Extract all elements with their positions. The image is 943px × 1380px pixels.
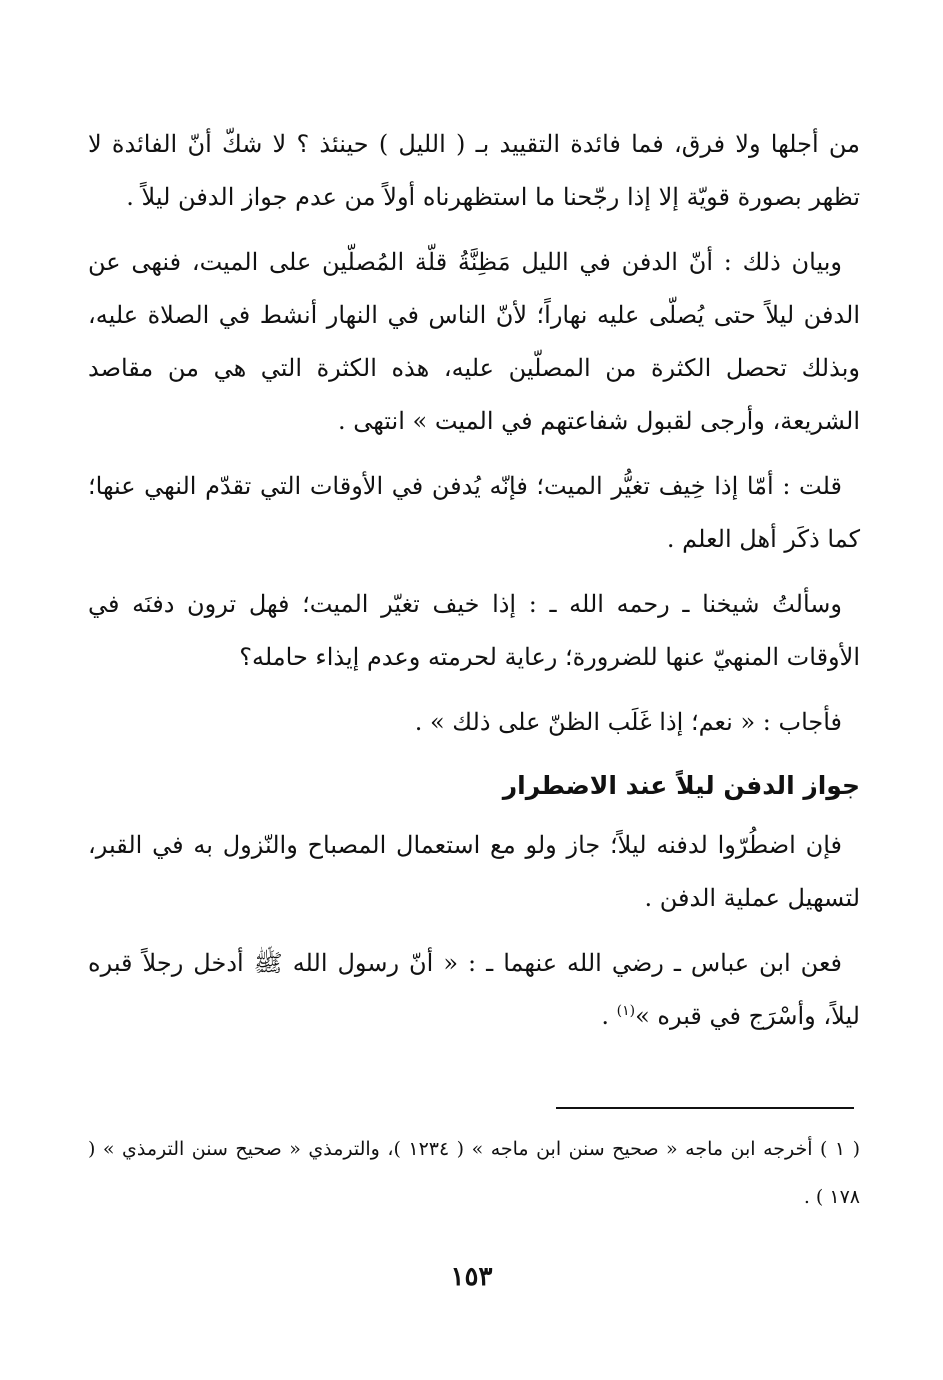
section-heading: جواز الدفن ليلاً عند الاضطرار — [502, 771, 860, 800]
paragraph-7-text: فعن ابن عباس ـ رضي الله عنهما ـ : « أنّ رسول الله ﷺ أدخل رجلاً قبره ليلاً، وأسْرَج في قبره » — [88, 949, 860, 1030]
paragraph-1: من أجلها ولا فرق، فما فائدة التقييد بـ ( الليل ) حينئذ ؟ لا شكّ أنّ الفائدة لا تظهر بصورة قويّة إلا إذا رجّحنا ما استظهرناه أولاً من عدم جواز الدفن ليلاً . — [88, 130, 860, 211]
paragraph-5: فأجاب : « نعم؛ إذا غَلَب الظنّ على ذلك » . — [414, 708, 842, 736]
paragraph-7-end: . — [601, 1002, 617, 1030]
paragraph-7 — [88, 937, 860, 1043]
footnote-1: ( ١ ) أخرجه ابن ماجه « صحيح سنن ابن ماجه » ( ١٢٣٤ )، والترمذي « صحيح سنن الترمذي » ( ١٧٨ ) . — [88, 1138, 861, 1208]
paragraph-6: فإن اضطُرّوا لدفنه ليلاً؛ جاز ولو مع استعمال المصباح والنّزول به في القبر، لتسهيل عملية الدفن . — [88, 831, 860, 912]
page-body — [88, 118, 860, 1055]
paragraph-3: قلت : أمّا إذا خِيف تغيُّر الميت؛ فإنّه يُدفن في الأوقات التي تقدّم النهي عنها؛ كما ذكَر أهل العلم . — [88, 472, 860, 553]
footnote-divider — [556, 1107, 854, 1109]
paragraph-4: وسألتُ شيخنا ـ رحمه الله ـ : إذا خيف تغيّر الميت؛ فهل ترون دفنَه في الأوقات المنهيّ عنها للضرورة؛ رعاية لحرمته وعدم إيذاء حامله؟ — [88, 590, 860, 671]
footnotes — [88, 1125, 860, 1221]
page-number: ١٥٣ — [450, 1262, 493, 1292]
paragraph-2: وبيان ذلك : أنّ الدفن في الليل مَظِنَّةُ قلّة المُصلّين على الميت، فنهى عن الدفن ليلاً حتى يُصلّى عليه نهاراً؛ لأنّ الناس في النهار أنشط في الصلاة عليه، وبذلك تحصل الكثرة من المصلّين عليه، هذه الكثرة التي هي من مقاصد الشريعة، وأرجى لقبول شفاعتهم في الميت » انتهى . — [88, 248, 860, 435]
footnote-marker[interactable]: (١) — [616, 1003, 636, 1019]
